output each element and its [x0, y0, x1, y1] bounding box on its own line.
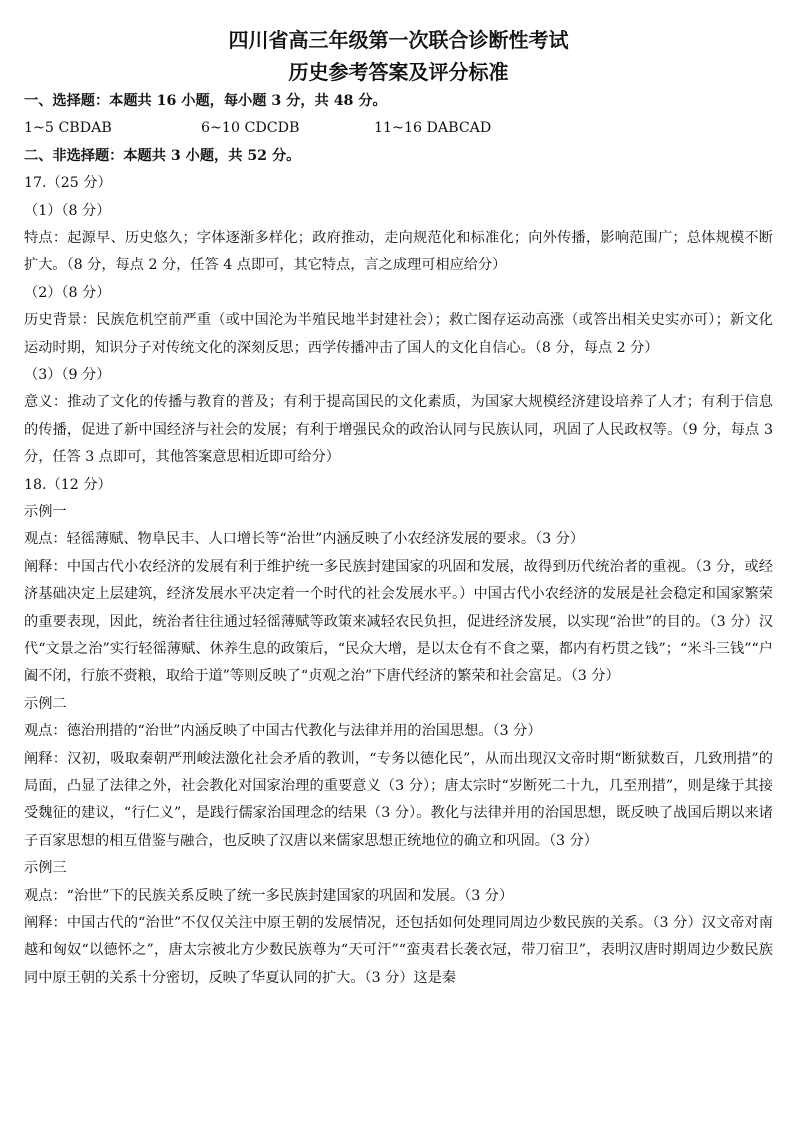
- q18-example1-label: 示例一: [24, 503, 67, 520]
- section2-heading: 二、非选择题：本题共 3 小题，共 52 分。: [24, 147, 301, 164]
- answer-group-11-16: 11~16 DABCAD: [374, 120, 492, 137]
- q18-number: 18.（12 分）: [24, 476, 112, 493]
- document-subtitle: 历史参考答案及评分标准: [288, 60, 509, 84]
- q17-part3-label: （3）（9 分）: [24, 366, 111, 383]
- q17-number: 17.（25 分）: [24, 175, 112, 192]
- q18-example1-explanation: 阐释：中国古代小农经济的发展有利于维护统一多民族封建国家的巩固和发展，故得到历代统治者的重视。（3 分，或经济基础决定上层建筑，经济发展水平决定着一个时代的社会发展水平。）中国古代小农经济的发展是社会稳定和国家繁荣的重要表现，因此，统治者往往通过轻徭薄赋等政策来减轻农民负担，促进经济发展，以实现“治世”的目的。（3 分）汉代“文景之治”实行轻徭薄赋、休养生息的政策后，“民众大增，是以太仓有不食之粟，都内有朽贯之钱”；“米斗三钱”“户阖不闭，行旅不赍粮，取给于道”等则反映了“贞观之治”下唐代经济的繁荣和社会富足。（3 分）: [24, 558, 773, 685]
- q17-part3-answer: 意义：推动了文化的传播与教育的普及；有利于提高国民的文化素质，为国家大规模经济建设培养了人才；有利于信息的传播，促进了新中国经济与社会的发展；有利于增强民众的政治认同与民族认同，巩固了人民政权等。（9 分，每点 3 分，任答 3 点即可，其他答案意思相近即可给分）: [24, 394, 773, 466]
- section1-heading: 一、选择题：本题共 16 小题，每小题 3 分，共 48 分。: [24, 93, 387, 109]
- q17-part2-answer: 历史背景：民族危机空前严重（或中国沦为半殖民地半封建社会）；救亡图存运动高涨（或答出相关史实亦可）；新文化运动时期，知识分子对传统文化的深刻反思；西学传播冲击了国人的文化自信心。（8 分，每点 2 分）: [24, 312, 773, 356]
- q18-example2-viewpoint: 观点：德治刑措的“治世”内涵反映了中国古代教化与法律并用的治国思想。（3 分）: [24, 723, 542, 740]
- q18-example1-viewpoint: 观点：轻徭薄赋、物阜民丰、人口增长等“治世”内涵反映了小农经济发展的要求。（3 分）: [24, 531, 585, 548]
- q18-example3-viewpoint: 观点：“治世”下的民族关系反映了统一多民族封建国家的巩固和发展。（3 分）: [24, 887, 514, 904]
- q18-example2-label: 示例二: [24, 695, 67, 712]
- q17-part1-answer: 特点：起源早、历史悠久；字体逐渐多样化；政府推动，走向规范化和标准化；向外传播，影响范围广；总体规模不断扩大。（8 分，每点 2 分，任答 4 点即可，其它特点，言之成理可相应给分）: [24, 229, 773, 274]
- document-title: 四川省高三年级第一次联合诊断性考试: [228, 28, 569, 52]
- q18-example3-explanation: 阐释：中国古代的“治世”不仅仅关注中原王朝的发展情况，还包括如何处理同周边少数民族的关系。（3 分）汉文帝对南越和匈奴“以德怀之”，唐太宗被北方少数民族尊为“天可汗”“蛮夷君长袭衣冠，带刀宿卫”，表明汉唐时期周边少数民族同中原王朝的关系十分密切，反映了华夏认同的扩大。（3 分）这是秦: [24, 915, 773, 986]
- q18-example3-label: 示例三: [24, 860, 67, 877]
- answer-group-6-10: 6~10 CDCDB: [201, 120, 300, 137]
- q18-example2-explanation: 阐释：汉初，吸取秦朝严刑峻法激化社会矛盾的教训，“专务以德化民”，从而出现汉文帝时期“断狱数百，几致刑措”的局面，凸显了法律之外，社会教化对国家治理的重要意义（3 分）；唐太宗时“岁断死二十九，几至刑措”，则是缘于其接受魏征的建议，“行仁义”，是践行儒家治国理念的结果（3 分）。教化与法律并用的治国思想，既反映了战国后期以来诸子百家思想的相互借鉴与融合，也反映了汉唐以来儒家思想正统地位的确立和巩固。（3 分）: [24, 750, 773, 849]
- multiple-choice-answers: [24, 115, 773, 142]
- q17-part2-label: （2）（8 分）: [24, 284, 111, 301]
- q17-part1-label: （1）（8 分）: [24, 202, 111, 219]
- answer-group-1-5: 1~5 CBDAB: [24, 120, 112, 137]
